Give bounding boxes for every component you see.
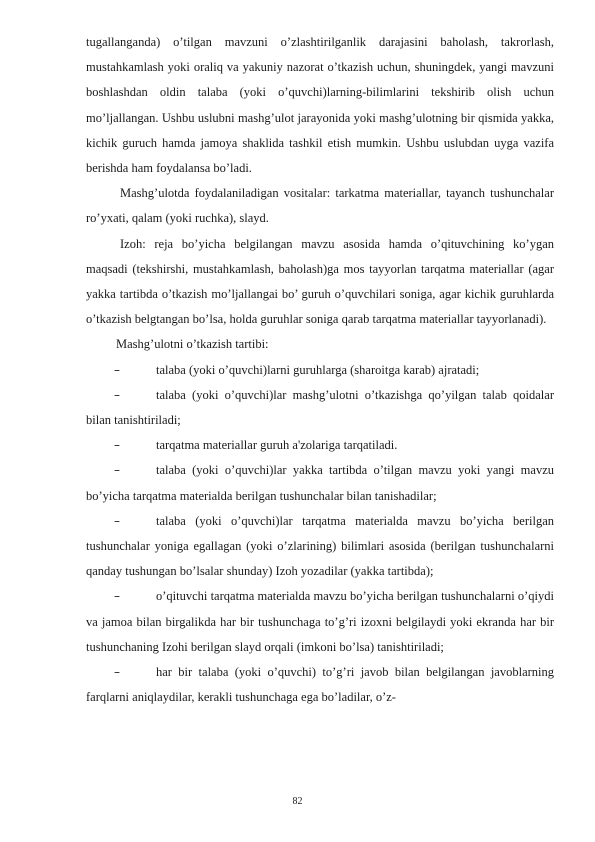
list-item — [86, 433, 554, 458]
dash-bullet-icon: – — [114, 387, 120, 402]
list-item-text: talaba (yoki o’quvchi)larni guruhlarga (sharoitga karab) ajratadi; — [156, 362, 480, 377]
list-item — [86, 509, 554, 585]
paragraph-procedure-heading: Mashg’ulotni o’tkazish tartibi: — [116, 337, 269, 352]
list-item-text: talaba (yoki o’quvchi)lar tarqatma materialda mavzu bo’yicha berilgan tushunchalar yoniga egallagan (yoki o’zlarining) bilimlari asosida (berilgan tushunchalarni qanday tushungan bo’lsalar shunday) Izoh yozadilar (yakka tartibda); — [86, 513, 554, 579]
list-item — [86, 584, 554, 660]
list-item — [86, 358, 554, 383]
dash-bullet-icon: – — [114, 589, 120, 604]
list-item-text: tarqatma materiallar guruh a'zolariga tarqatiladi. — [156, 438, 398, 453]
list-item-text: talaba (yoki o’quvchi)lar mashg’ulotni o’tkazishga qo’yilgan talab qoidalar bilan tanishtiriladi; — [86, 387, 554, 428]
list-item — [86, 383, 554, 433]
dash-bullet-icon: – — [114, 438, 120, 453]
list-item-text: o’qituvchi tarqatma materialda mavzu bo’yicha berilgan tushunchalarni o’qiydi va jamoa bilan birgalikda har bir tushunchaga to’g’ri izoxni belgilaydi yoki ekranda har bir tushunchaning Izohi berilgan slayd orqali (imkoni bo’lsa) tanishtiriladi; — [86, 589, 554, 654]
paragraph-tools: Mashg’ulotda foydalaniladigan vositalar: tarkatma materiallar, tayanch tushunchalar ro’yxati, qalam (yoki ruchka), slayd. — [86, 186, 554, 226]
dash-bullet-icon: – — [114, 463, 120, 478]
document-page — [86, 30, 554, 710]
list-item-text: har bir talaba (yoki o’quvchi) to’g’ri javob bilan belgilangan javoblarning farqlarni aniqlaydilar, kerakli tushunchaga ega bo’ladilar, o’z- — [86, 665, 554, 705]
paragraph-intro: tugallanganda) o’tilgan mavzuni o’zlashtirilganlik darajasini baholash, takrorlash, mustahkamlash yoki oraliq va yakuniy nazorat o’tkazish uchun, shuningdek, yangi mavzuni boshlashdan oldin talaba (yoki o’quvchi)larning-bilimlarini tekshirib olish uchun mo’ljallangan. Ushbu uslubni mashg’ulot jarayonida yoki mashg’ulotning bir qismida yakka, kichik guruch hamda jamoya shaklida tashkil etish mumkin. Ushbu uslubdan uyga vazifa berishda ham foydalansa bo’ladi. — [86, 35, 554, 176]
list-item — [86, 458, 554, 508]
page-number: 82 — [292, 796, 303, 807]
dash-bullet-icon: – — [114, 362, 120, 377]
list-item-text: talaba (yoki o’quvchi)lar yakka tartibda o’tilgan mavzu yoki yangi mavzu bo’yicha tarqatma materialda berilgan tushunchalar bilan tanishadilar; — [86, 463, 554, 503]
paragraph-note: Izoh: reja bo’yicha belgilangan mavzu asosida hamda o’qituvchining ko’ygan maqsadi (tekshirshi, mustahkamlash, baholash)ga mos tayyorlan tarqatma materiallar (agar yakka tartibda o’tkazish mo’ljallangai bo’ guruh o’quvchilari soniga, agar kichik guruhlarda o’tkazish belgtangan bo’lsa, holda guruhlar soniga qarab tarqatma materiallar tayyorlanadi). — [86, 236, 554, 327]
list-item — [86, 660, 554, 710]
dash-bullet-icon: – — [114, 513, 120, 528]
dash-bullet-icon: – — [114, 665, 120, 680]
